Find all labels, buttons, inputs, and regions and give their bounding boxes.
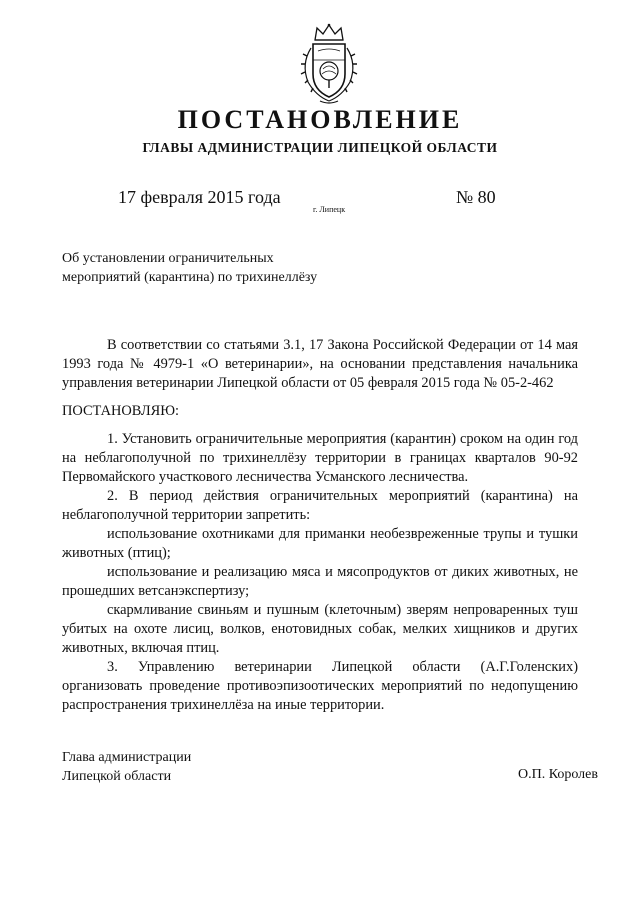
item-2a-paragraph: использование охотниками для приманки необезвреженные трупы и тушки животных (птиц);: [62, 526, 578, 561]
item-3-paragraph: 3. Управлению ветеринарии Липецкой области (А.Г.Голенских) организовать проведение противоэпизоотических мероприятий по недопущению распространения трихинеллёза на иные территории.: [62, 659, 578, 713]
signatory-position: [62, 748, 191, 786]
document-body: [62, 336, 578, 715]
signatory-position-line-2: Липецкой области: [62, 769, 172, 784]
coat-of-arms-emblem: [296, 22, 362, 106]
signatory-name: О.П. Королев: [518, 767, 598, 782]
subject-line-1: Об установлении ограничительных: [62, 251, 274, 266]
document-subtitle: ГЛАВЫ АДМИНИСТРАЦИИ ЛИПЕЦКОЙ ОБЛАСТИ: [142, 140, 498, 155]
item-2c-paragraph: скармливание свиньям и пушным (клеточным) зверям непроваренных туш убитых на охоте лисиц, волков, енотовидных собак, мелких хищников и других животных, включая птиц.: [62, 602, 578, 656]
item-2b-paragraph: использование и реализацию мяса и мясопродуктов от диких животных, не прошедших ветсанэкспертизу;: [62, 564, 578, 599]
decree-word: ПОСТАНОВЛЯЮ:: [62, 403, 180, 419]
document-city: г. Липецк: [313, 205, 346, 214]
document-subject: [62, 249, 362, 287]
signatory-position-line-1: Глава администрации: [62, 750, 192, 765]
preamble-paragraph: В соответствии со статьями 3.1, 17 Закона Российской Федерации от 14 мая 1993 года № 4979-1 «О ветеринарии», на основании представления начальника управления ветеринарии Липецкой области от 05 февраля 2015 года № 05-2-462: [62, 337, 578, 391]
item-2-paragraph: 2. В период действия ограничительных мероприятий (карантина) на неблагополучной территории запретить:: [62, 488, 578, 523]
document-title: ПОСТАНОВЛЕНИЕ: [177, 105, 463, 134]
document-number: № 80: [456, 187, 496, 207]
subject-line-2: мероприятий (карантина) по трихинеллёзу: [62, 270, 318, 285]
document-date: 17 февраля 2015 года: [118, 187, 281, 207]
item-1-paragraph: 1. Установить ограничительные мероприятия (карантин) сроком на один год на неблагополучной по трихинеллёзу территории в границах кварталов 90-92 Первомайского участкового лесничества Усманского лесничества.: [62, 431, 578, 485]
